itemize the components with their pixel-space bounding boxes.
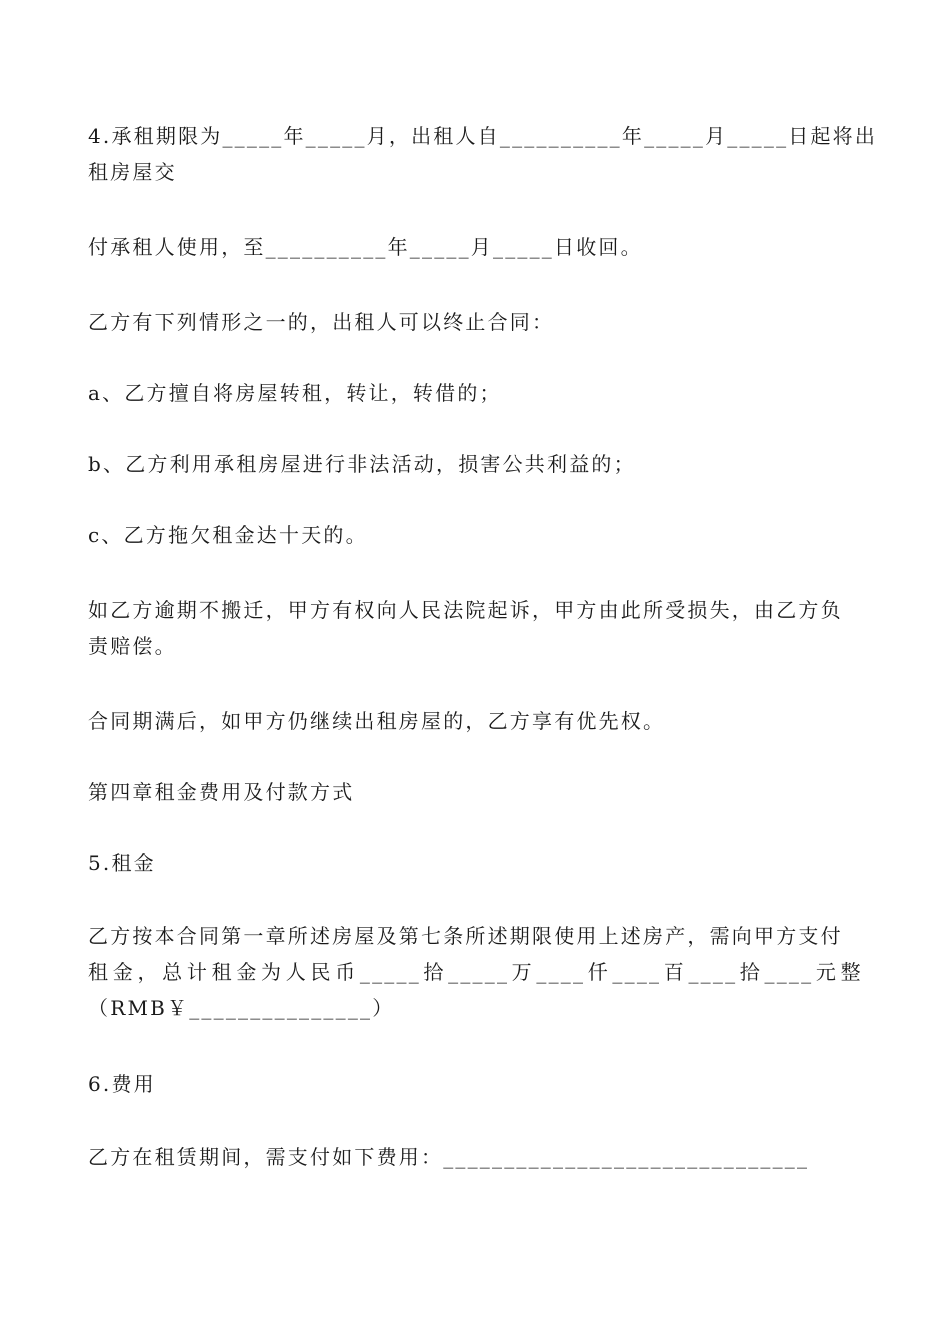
rent-line-part: ____ (536, 960, 586, 984)
rent-line-part: 计 (186, 960, 210, 984)
rent-line-part: 总 (162, 960, 185, 984)
termination-item-c: c、乙方拖欠租金达十天的。 (88, 523, 368, 547)
rent-line-part: 元 (815, 960, 839, 984)
rent-line-part: 币 (335, 960, 358, 984)
rent-line-part: _____ (359, 960, 421, 984)
rent-line-part: 拾 (739, 960, 762, 984)
overdue-paragraph (88, 592, 863, 664)
termination-item-a: a、乙方擅自将房屋转租，转让，转借的； (88, 381, 502, 405)
clause-6-title: 6.费用 (88, 1072, 156, 1096)
clause-4-lease-term (88, 118, 878, 190)
rent-line-part: 整 (840, 960, 863, 984)
clause-5-line-3: （RMB￥_______________） (88, 996, 395, 1020)
clause-4-continuation (88, 229, 863, 265)
clause-6-fees: 乙方在租赁期间，需支付如下费用：______________________________ (88, 1145, 810, 1169)
clause-5-rent-paragraph (88, 918, 863, 1026)
clause-5-line-1: 乙方按本合同第一章所述房屋及第七条所述期限使用上述房产，需向甲方支付 (88, 924, 843, 948)
clause-4-line-3: 付承租人使用，至__________年_____月_____日收回。 (88, 235, 643, 259)
clause-4-line-1: 4.承租期限为_____年_____月，出租人自__________年_____月_____日起将出 (88, 124, 878, 148)
rent-line-part: ____ (688, 960, 738, 984)
clause-5-line-2 (88, 954, 863, 990)
priority-paragraph: 合同期满后，如甲方仍继续出租房屋的，乙方享有优先权。 (88, 709, 666, 733)
overdue-line-2: 责赔偿。 (88, 634, 177, 658)
overdue-line-1: 如乙方逾期不搬迁，甲方有权向人民法院起诉，甲方由此所受损失，由乙方负 (88, 598, 843, 622)
termination-intro: 乙方有下列情形之一的，出租人可以终止合同： (88, 310, 555, 334)
rent-line-part: 人 (285, 960, 308, 984)
rent-line-part: 租 (211, 960, 234, 984)
clause-4-line-2: 租房屋交 (88, 160, 177, 184)
rent-line-part: 万 (511, 960, 534, 984)
rent-line-part: 民 (310, 960, 333, 984)
rent-line-part: ____ (612, 960, 662, 984)
clause-5-title: 5.租金 (88, 851, 156, 875)
rent-line-part: 租 (88, 960, 111, 984)
termination-item-b: b、乙方利用承租房屋进行非法活动，损害公共利益的； (88, 452, 636, 476)
rent-line-part: 拾 (423, 960, 446, 984)
chapter-4-title: 第四章租金费用及付款方式 (88, 780, 355, 804)
rent-line-part: _____ (448, 960, 510, 984)
rent-line-part: 金 (112, 960, 135, 984)
rent-line-part: 仟 (587, 960, 610, 984)
rent-line-part: ____ (764, 960, 814, 984)
rent-line-part: ， (137, 960, 160, 984)
rent-line-part: 为 (261, 960, 284, 984)
rent-line-part: 百 (663, 960, 686, 984)
rent-line-part: 金 (236, 960, 259, 984)
